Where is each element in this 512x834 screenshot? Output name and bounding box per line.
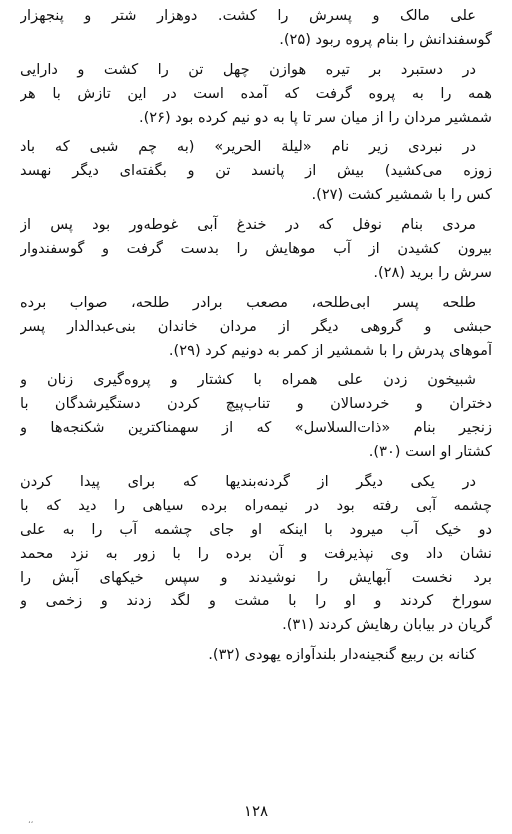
text-line: گوسفندانش را بنام پروه ربود (۲۵). xyxy=(279,30,492,48)
text-line: مردی بنام نوفل که در خندغ آبی غوطه‌ور بود پس از xyxy=(20,216,476,234)
text-line: سرش را برید (۲۸). xyxy=(373,263,492,281)
text-line: در دستبرد بر تیره هوازن چهل تن را کشت و دارایی xyxy=(20,60,476,78)
text-line: در نبردی زیر نام «لیلة الحریر» (به چم شبی که باد xyxy=(20,138,476,156)
text-line: کشتار او است (۳۰). xyxy=(368,443,492,461)
paragraph-5 xyxy=(20,291,492,363)
page-number: ۱۲۸ xyxy=(243,802,269,820)
paragraph-6 xyxy=(20,368,492,464)
text-line: حبشی و گروهی دیگر از مردان خاندان بنی‌عبدالدار پسر xyxy=(20,317,492,335)
text-line: طلحه پسر ابی‌طلحه، مصعب برادر طلحه، صواب برده xyxy=(20,293,476,311)
text-line: آموهای پدرش را با شمشیر از کمر به دونیم کرد (۲۹). xyxy=(168,341,492,359)
page-body-text xyxy=(20,4,492,667)
text-line: نشان داد وی نپذیرفت و آن برده را با زور به نزد محمد xyxy=(20,544,492,562)
text-line: گریان در بیابان رهایش کردند (۳۱). xyxy=(282,616,492,634)
text-line: کس را با شمشیر کشت (۲۷). xyxy=(311,186,492,204)
text-line: بیرون کشیدن از آب موهایش را بدست گرفت و گوسفندوار xyxy=(20,240,492,258)
text-line: برد نخست آبهایش را نوشیدند و سپس خیکهای آبش را xyxy=(20,568,492,586)
paragraph-3 xyxy=(20,135,492,207)
paragraph-1 xyxy=(20,4,492,52)
text-line: دو خیک آب میرود با اینکه او جای چشمه آب را به علی xyxy=(20,520,492,538)
corner-mark: ،، xyxy=(28,816,34,825)
text-line: شمشیر مردان را از میان سر تا پا به دو نیم کرده بود (۲۶). xyxy=(138,108,492,126)
paragraph-7 xyxy=(20,470,492,637)
text-line: سوراخ کردند و او را با مشت و لگد زدند و زخمی و xyxy=(20,592,492,610)
paragraph-4 xyxy=(20,213,492,285)
text-line: شبیخون زدن علی همراه با کشتار و پروه‌گیری زنان و xyxy=(20,371,476,389)
text-line: چشمه آبی رفته بود در نیمه‌راه برده سیاهی را دید که با xyxy=(20,496,492,514)
text-line: زوزه می‌کشید) بیش از پانسد تن و بگفته‌ای دیگر نهسد xyxy=(20,162,492,180)
text-line: در یکی دیگر از گردنه‌بندیها که برای پیدا کردن xyxy=(20,473,476,491)
text-line: دختران و خردسالان و تناب‌پیچ کردن دستگیرشدگان با xyxy=(20,395,492,413)
paragraph-8 xyxy=(20,643,492,667)
paragraph-2 xyxy=(20,58,492,130)
text-line: همه را به پروه گرفت که آمده است در این تازش با هر xyxy=(20,84,492,102)
text-line: زنجیر بنام «ذات‌السلاسل» که از سهمناکترین شکنجه‌ها و xyxy=(20,419,492,437)
text-line: کنانه بن ربیع گنجینه‌دار بلندآوازه یهودی (۳۲). xyxy=(208,646,476,664)
text-line: علی مالک و پسرش را کشت. دوهزار شتر و پنجهزار xyxy=(20,7,476,24)
